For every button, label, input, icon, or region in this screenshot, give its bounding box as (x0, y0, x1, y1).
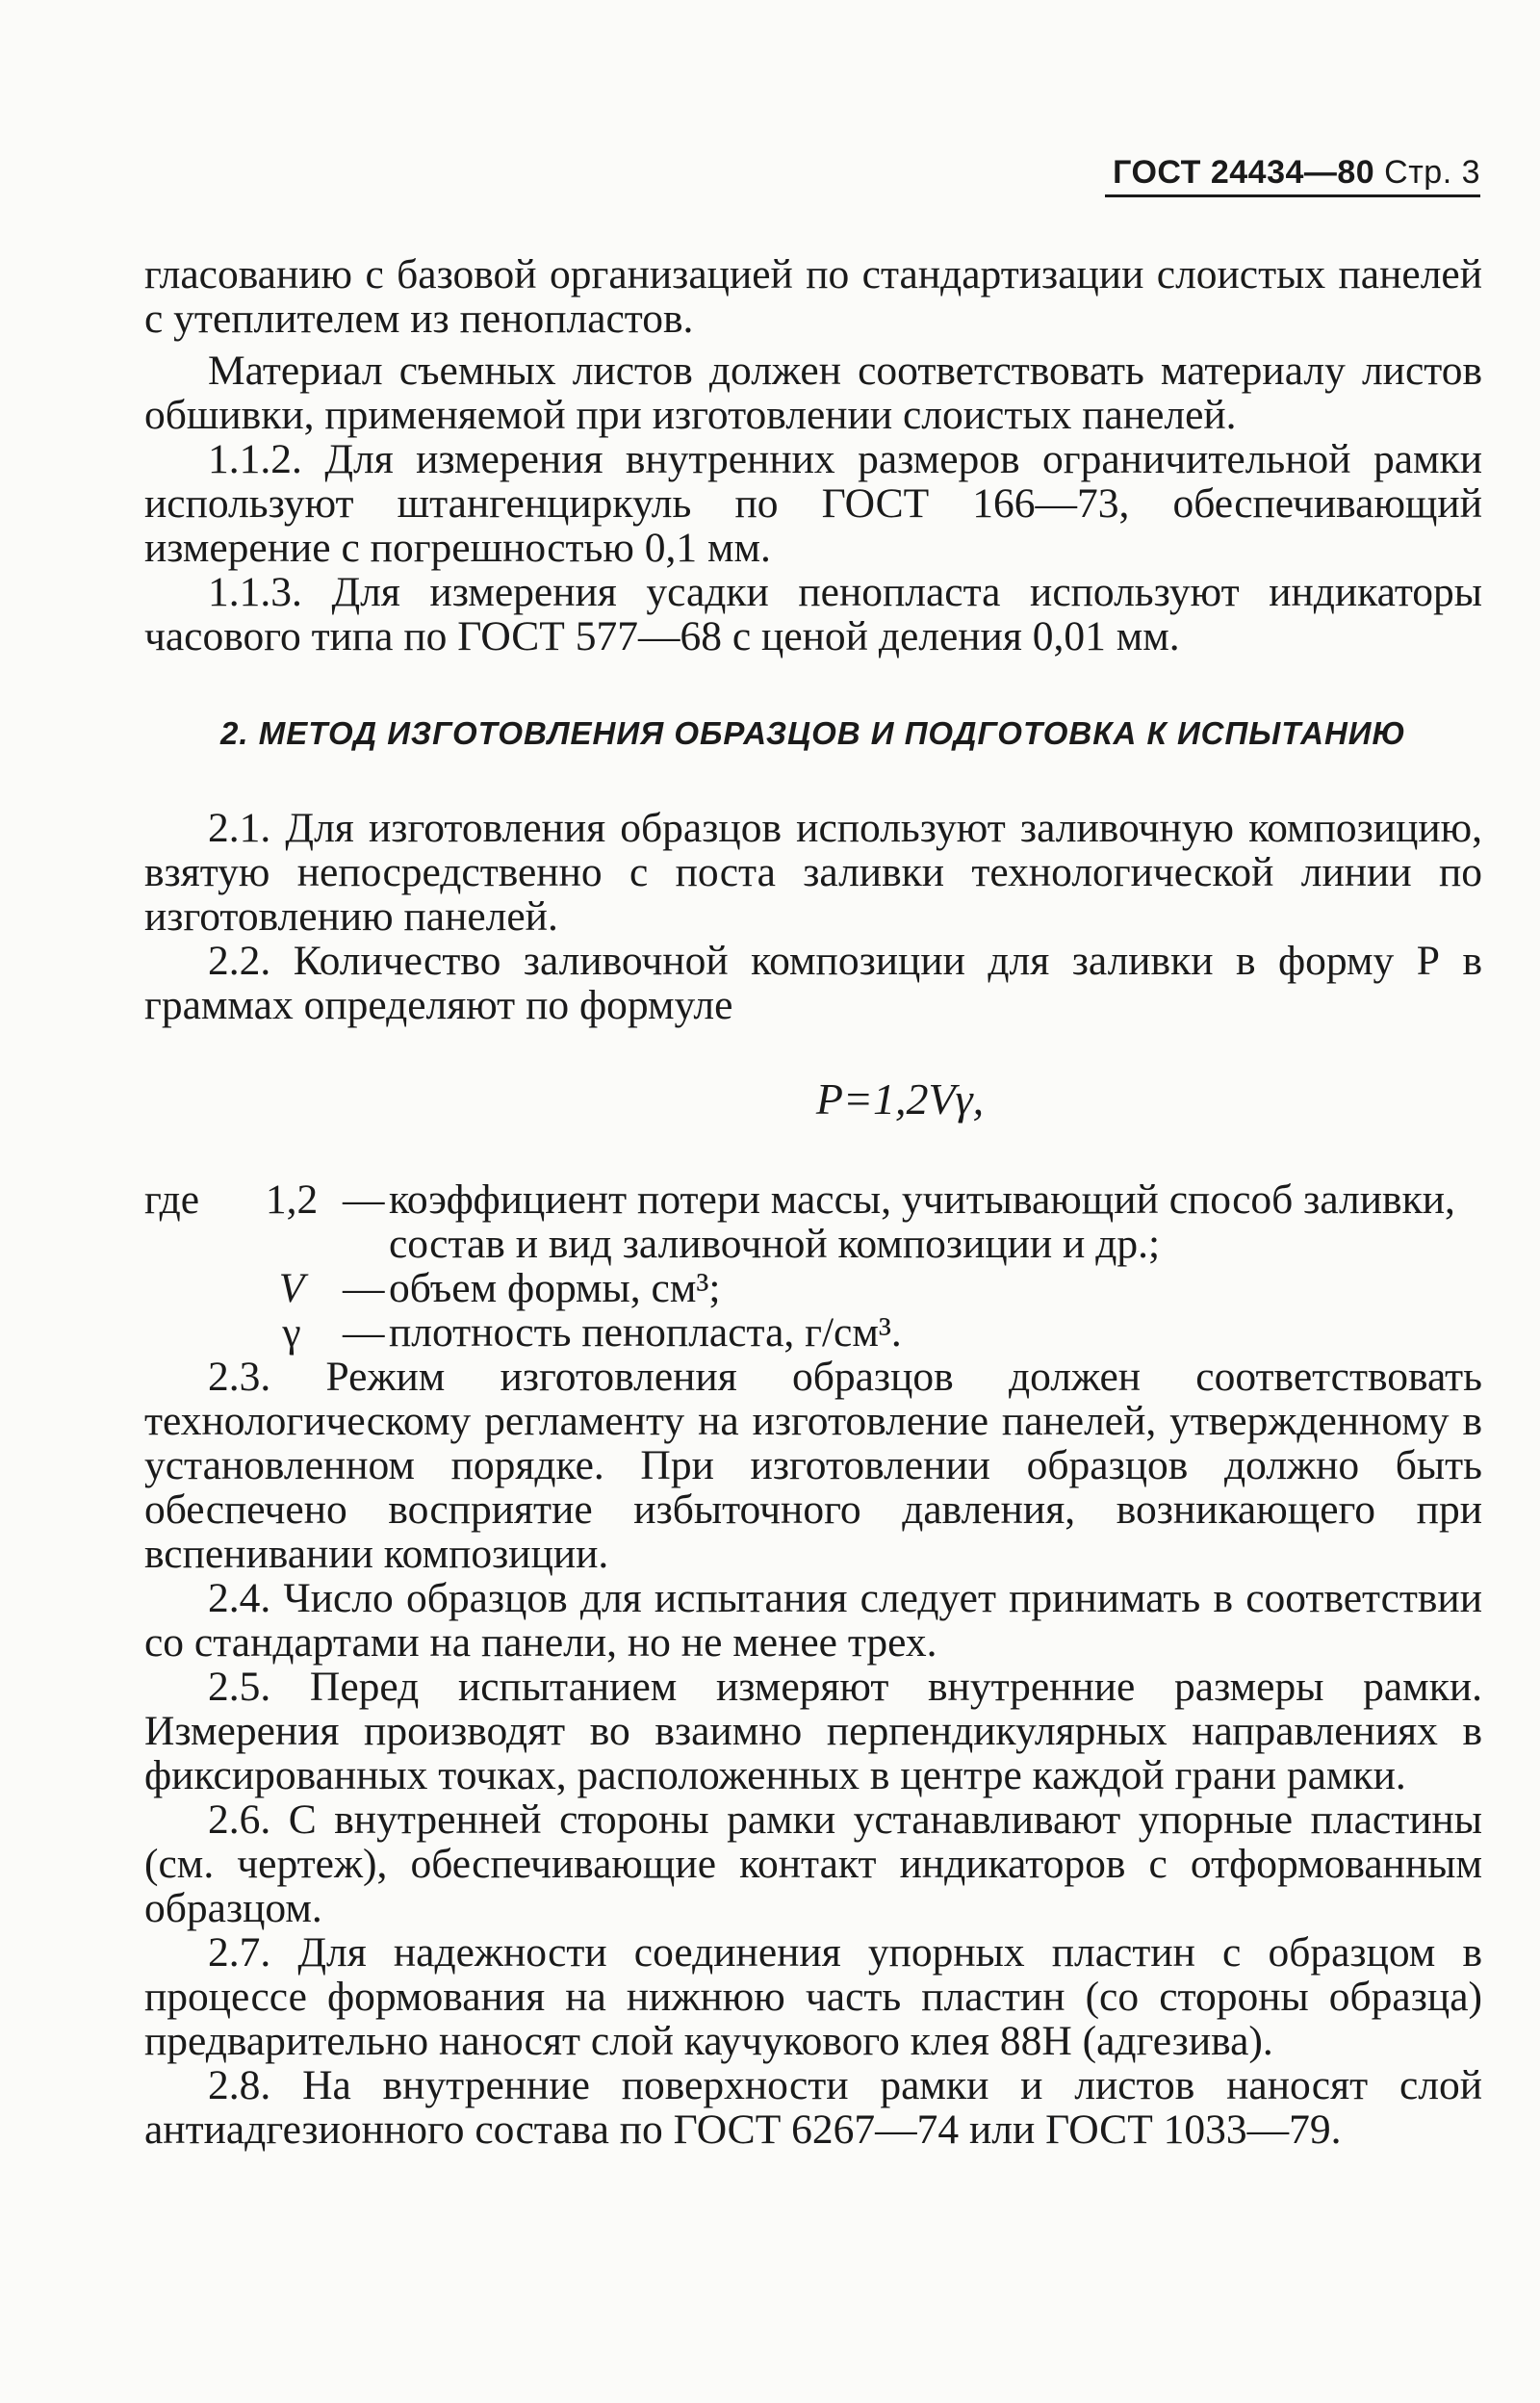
standard-code: ГОСТ 24434—80 (1113, 154, 1375, 191)
paragraph-2-6: 2.6. С внутренней стороны рамки устанавливают упорные пластины (см. чертеж), обеспечивающие контакт индикаторов с отформованным образцом. (144, 1796, 1482, 1931)
legend-row (144, 1266, 1482, 1310)
legend-symbol: γ (282, 1309, 301, 1356)
paragraph-2-7: 2.7. Для надежности соединения упорных пластин с образцом в процессе формования на нижнюю часть пластин (со стороны образца) предварительно наносят слой каучукового клея 88Н (адгезива). (144, 1929, 1482, 2064)
formula: P=1,2Vγ, (815, 1074, 985, 1124)
section-title: 2. МЕТОД ИЗГОТОВЛЕНИЯ ОБРАЗЦОВ И ПОДГОТОВКА К ИСПЫТАНИЮ (220, 715, 1406, 751)
header-rule (1105, 194, 1480, 197)
formula-legend (144, 1177, 1482, 1355)
paragraph-2-5: 2.5. Перед испытанием измеряют внутренние размеры рамки. Измерения производят во взаимно перпендикулярных направлениях в фиксированных точках, расположенных в центре каждой грани рамки. (144, 1664, 1482, 1798)
legend-description: плотность пенопласта, г/см³. (389, 1309, 902, 1356)
legend-symbol: V (278, 1265, 305, 1311)
page-header (1113, 154, 1480, 192)
paragraph-material: Материал съемных листов должен соответствовать материалу листов обшивки, применяемой при изготовлении слоистых панелей. (144, 348, 1482, 438)
page-body (144, 252, 1482, 2152)
paragraph-1-1-2: 1.1.2. Для измерения внутренних размеров ограничительной рамки используют штангенциркуль по ГОСТ 166—73, обеспечивающий измерение с погрешностью 0,1 мм. (144, 436, 1482, 571)
legend-symbol: 1,2 (265, 1176, 319, 1223)
paragraph-continuation: гласованию с базовой организацией по стандартизации слоистых панелей с утеплителем из пенопластов. (144, 251, 1482, 342)
legend-description: коэффициент потери массы, учитывающий способ заливки, состав и вид заливочной композиции и др.; (389, 1176, 1455, 1267)
page-number: Стр. 3 (1384, 154, 1480, 191)
legend-dash: — (343, 1309, 385, 1356)
paragraph-2-1: 2.1. Для изготовления образцов используют заливочную композицию, взятую непосредственно с поста заливки технологической линии по изготовлению панелей. (144, 805, 1482, 940)
legend-lead: где (144, 1176, 200, 1223)
legend-row (144, 1310, 1482, 1355)
paragraph-2-2: 2.2. Количество заливочной композиции для заливки в форму Р в граммах определяют по формуле (144, 938, 1482, 1028)
legend-description: объем формы, см³; (389, 1265, 721, 1311)
legend-row (144, 1177, 1482, 1266)
paragraph-2-4: 2.4. Число образцов для испытания следует принимать в соответствии со стандартами на панели, но не менее трех. (144, 1575, 1482, 1666)
legend-dash: — (343, 1176, 385, 1223)
paragraph-1-1-3: 1.1.3. Для измерения усадки пенопласта используют индикаторы часового типа по ГОСТ 577—68 с ценой деления 0,01 мм. (144, 569, 1482, 659)
legend-dash: — (343, 1265, 385, 1311)
paragraph-2-3: 2.3. Режим изготовления образцов должен соответствовать технологическому регламенту на изготовление панелей, утвержденному в установленном порядке. При изготовлении образцов должно быть обеспечено восприятие избыточного давления, возникающего при вспенивании композиции. (144, 1354, 1482, 1577)
paragraph-2-8: 2.8. На внутренние поверхности рамки и листов наносят слой антиадгезионного состава по ГОСТ 6267—74 или ГОСТ 1033—79. (144, 2062, 1482, 2153)
